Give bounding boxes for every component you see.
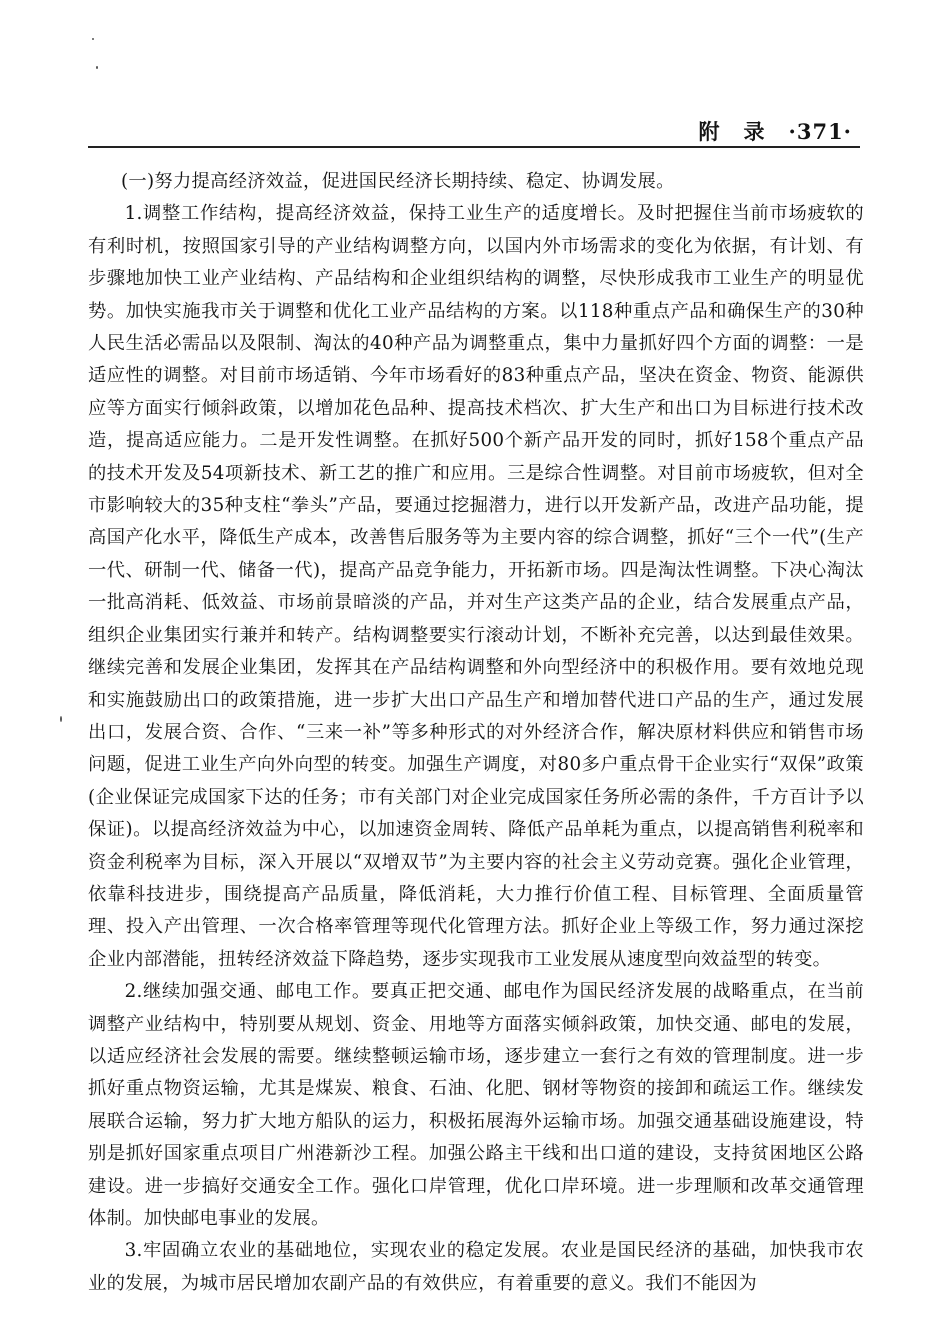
paragraph-industry: 1.调整工作结构，提高经济效益，保持工业生产的适度增长。及时把握住当前市场疲软的有利时机，按照国家引导的产业结构调整方向，以国内外市场需求的变化为依据，有计划、有步骤地加快工业产业结构、产品结构和企业组织结构的调整，尽快形成我市工业生产的明显优势。加快实施我市关于调整和优化工业产品结构的方案。以118种重点产品和确保生产的30种人民生活必需品以及限制、淘汰的40种产品为调整重点，集中力量抓好四个方面的调整：一是适应性的调整。对目前市场适销、今年市场看好的83种重点产品，坚决在资金、物资、能源供应等方面实行倾斜政策，以增加花色品种、提高技术档次、扩大生产和出口为目标进行技术改造，提高适应能力。二是开发性调整。在抓好500个新产品开发的同时，抓好158个重点产品的技术开发及54项新技术、新工艺的推广和应用。三是综合性调整。对目前市场疲软，但对全市影响较大的35种支柱“拳头”产品，要通过挖掘潜力，进行以开发新产品，改进产品功能，提高国产化水平，降低生产成本，改善售后服务等为主要内容的综合调整，抓好“三个一代”(生产一代、研制一代、储备一代)，提高产品竞争能力，开拓新市场。四是淘汰性调整。下决心淘汰一批高消耗、低效益、市场前景暗淡的产品，并对生产这类产品的企业，结合发展重点产品，组织企业集团实行兼并和转产。结构调整要实行滚动计划，不断补充完善，以达到最佳效果。继续完善和发展企业集团，发挥其在产品结构调整和外向型经济中的积极作用。要有效地兑现和实施鼓励出口的政策措施，进一步扩大出口产品生产和增加替代进口产品的生产，通过发展出口，发展合资、合作、“三来一补”等多种形式的对外经济合作，解决原材料供应和销售市场问题，促进工业生产向外向型的转变。加强生产调度，对80多户重点骨干企业实行“双保”政策(企业保证完成国家下达的任务；市有关部门对企业完成国家任务所必需的条件，千方百计予以保证)。以提高经济效益为中心，以加速资金周转、降低产品单耗为重点，以提高销售利税率和资金利税率为目标，深入开展以“双增双节”为主要内容的社会主义劳动竞赛。强化企业管理，依靠科技进步，围绕提高产品质量，降低消耗，大力推行价值工程、目标管理、全面质量管理、投入产出管理、一次合格率管理等现代化管理方法。抓好企业上等级工作，努力通过深挖企业内部潜能，扭转经济效益下降趋势，逐步实现我市工业发展从速度型向效益型的转变。: [88, 203, 864, 970]
page-number: ·371·: [788, 119, 852, 144]
scan-speck: [60, 716, 62, 722]
header-rule: [88, 146, 860, 148]
running-header: [699, 116, 852, 146]
paragraph-transport: 2.继续加强交通、邮电工作。要真正把交通、邮电作为国民经济发展的战略重点，在当前调整产业结构中，特别要从规划、资金、用地等方面落实倾斜政策，加快交通、邮电的发展，以适应经济社会发展的需要。继续整顿运输市场，逐步建立一套行之有效的管理制度。进一步抓好重点物资运输，尤其是煤炭、粮食、石油、化肥、钢材等物资的接卸和疏运工作。继续发展联合运输，努力扩大地方船队的运力，积极拓展海外运输市场。加强交通基础设施建设，特别是抓好国家重点项目广州港新沙工程。加强公路主干线和出口道的建设，支持贫困地区公路建设。进一步搞好交通安全工作。强化口岸管理，优化口岸环境。进一步理顺和改革交通管理体制。加快邮电事业的发展。: [88, 981, 864, 1229]
paragraph-agriculture: 3.牢固确立农业的基础地位，实现农业的稳定发展。农业是国民经济的基础，加快我市农业的发展，为城市居民增加农副产品的有效供应，有着重要的意义。我们不能因为: [88, 1240, 864, 1294]
section-title: 附录: [698, 119, 789, 144]
scan-speck: [92, 38, 94, 40]
page-body: [88, 166, 864, 1300]
scan-speck: [96, 66, 98, 69]
section-heading: (一)努力提高经济效益，促进国民经济长期持续、稳定、协调发展。: [120, 171, 675, 192]
